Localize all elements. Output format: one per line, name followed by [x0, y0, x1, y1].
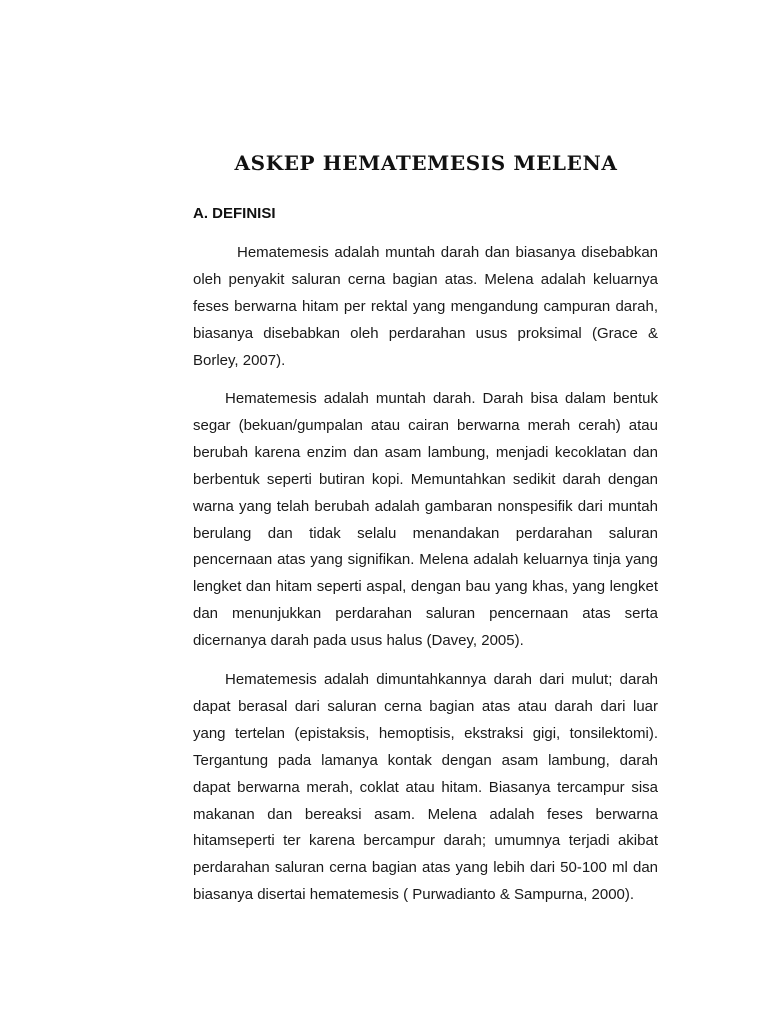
- paragraph-2: Hematemesis adalah muntah darah. Darah bisa dalam bentuk segar (bekuan/gumpalan atau cairan berwarna merah cerah) atau berubah karena enzim dan asam lambung, menjadi kecoklatan dan berbentuk seperti butiran kopi. Memuntahkan sedikit darah dengan warna yang telah berubah adalah gambaran nonspesifik dari muntah berulang dan tidak selalu menandakan perdarahan saluran pencernaan atas yang signifikan. Melena adalah keluarnya tinja yang lengket dan hitam seperti aspal, dengan bau yang khas, yang lengket dan menunjukkan perdarahan saluran pencernaan atas serta dicernanya darah pada usus halus (Davey, 2005).: [193, 390, 658, 650]
- paragraph-1: Hematemesis adalah muntah darah dan biasanya disebabkan oleh penyakit saluran cerna bagian atas. Melena adalah keluarnya feses berwarna hitam per rektal yang mengandung campuran darah, biasanya disebabkan oleh perdarahan usus proksimal (Grace & Borley, 2007).: [193, 244, 658, 369]
- section-heading: A. DEFINISI: [193, 205, 276, 222]
- document-title: ASKEP HEMATEMESIS MELENA: [234, 151, 618, 175]
- paragraph-3: Hematemesis adalah dimuntahkannya darah dari mulut; darah dapat berasal dari saluran cerna bagian atas atau darah dari luar yang tertelan (epistaksis, hemoptisis, ekstraksi gigi, tonsilektomi). Tergantung pada lamanya kontak dengan asam lambung, darah dapat berwarna merah, coklat atau hitam. Biasanya tercampur sisa makanan dan bereaksi asam. Melena adalah feses berwarna hitamseperti ter karena bercampur darah; umumnya terjadi akibat perdarahan saluran cerna bagian atas yang lebih dari 50-100 ml dan biasanya disertai hematemesis ( Purwadianto & Sampurna, 2000).: [193, 671, 658, 904]
